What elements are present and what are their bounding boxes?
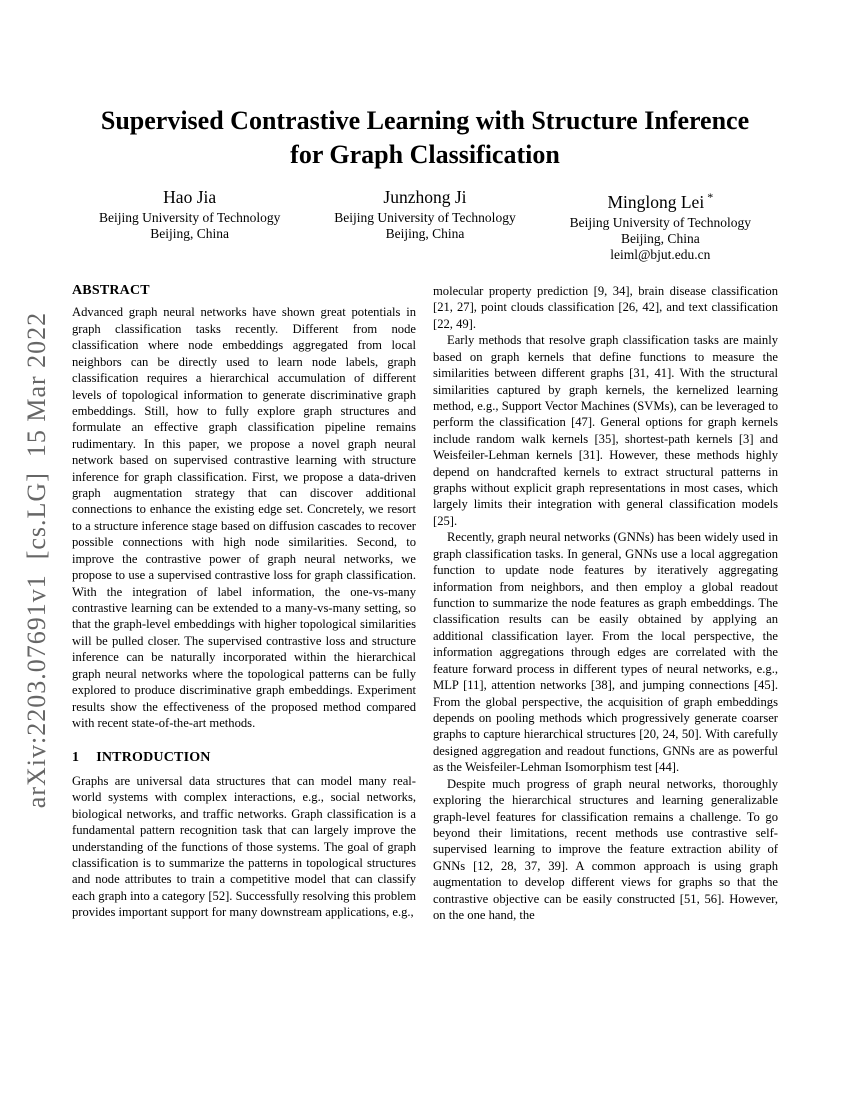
author-name xyxy=(307,187,542,208)
section-title: INTRODUCTION xyxy=(96,750,211,766)
author-city: Beijing, China xyxy=(620,230,700,246)
section-number: 1 xyxy=(72,750,80,766)
author-name xyxy=(72,187,307,208)
author-name-text: Junzhong Ji xyxy=(383,187,467,207)
author-affiliation: Beijing University of Technology xyxy=(569,214,752,230)
author-name-text: Hao Jia xyxy=(163,187,217,207)
arxiv-watermark: arXiv:2203.07691v1 [cs.LG] 15 Mar 2022 xyxy=(22,311,51,809)
intro-paragraph-2: Early methods that resolve graph classification tasks are mainly based on graph kernels that define functions to measure the similarities between different graphs [31, 41]. With the structural similarities captured by graph kernels, the kernelized learning method, e.g., Support Vector Machines (SVMs), can be leveraged to perform the classification [47]. General options for graph kernels include random walk kernels [35], shortest-path kernels [3] and Weisfeiler-Lehman kernels [31]. However, these methods highly depend on handcrafted kernels to extract structural patterns in graphs without explicit graph representations in most cases, which largely limits their integration with general classification models [25]. xyxy=(433,333,778,528)
intro-paragraph-4: Despite much progress of graph neural networks, thoroughly exploring the hierarchical structures and learning generalizable graph-level features for classification remains a challenge. To go beyond their limitations, recent methods use contrastive self-supervised learning to improve the feature extraction ability of GNNs [12, 28, 37, 39]. A common approach is using graph augmentation to develop different views for graphs so that the contrastive objective can be easily constructed [51, 56]. However, on the one hand, the xyxy=(433,776,778,923)
author-block xyxy=(543,187,778,263)
abstract-heading: ABSTRACT xyxy=(72,283,150,298)
author-city: Beijing, China xyxy=(385,226,465,241)
author-affiliation: Beijing University of Technology xyxy=(334,210,516,225)
author-city: Beijing, China xyxy=(150,226,230,241)
intro-paragraph-1: Graphs are universal data structures that can model many real-world systems with complex interactions, e.g., social networks, biological networks, and traffic networks. Graph classification is a fundamental pattern recognition task that can largely improve the understanding of the functions of those systems. The goal of graph classification is to summarize the patterns in topological structures and node attributes to train a competitive model that can classify each graph into a category [52]. Successfully resolving this problem provides important support for many downstream applications, e.g., xyxy=(72,773,416,920)
intro-paragraph-1-continued: molecular property prediction [9, 34], brain disease classification [21, 27], point clouds classification [26, 42], and text classification [22, 49]. xyxy=(433,284,778,331)
author-name xyxy=(543,187,778,213)
paper-title: Supervised Contrastive Learning with Structure Inference for Graph Classification xyxy=(100,106,750,169)
left-column xyxy=(72,283,416,921)
intro-paragraph-3: Recently, graph neural networks (GNNs) has been widely used in graph classification tasks. In general, GNNs use a local aggregation function to update node features by iteratively aggregating information from neighbors, and then employ a global readout function to summarize the node features as graph embeddings. The classification results can be easily obtained by applying an additional classification layer. From the local perspective, the information aggregations through edges are correlated with the feature forward process in different types of neural networks, e.g., MLP [11], attention networks [38], and jumping connections [45]. From the global perspective, the acquisition of graph embeddings depends on pooling methods which progressively generate coarser graphs to capture hierarchical structures [20, 24, 50]. With carefully designed aggregation and readout functions, GNNs are as powerful as the Weisfeiler-Lehman Isomorphism test [44]. xyxy=(433,530,778,775)
author-block xyxy=(307,187,542,263)
authors-row xyxy=(72,187,778,263)
author-email: leiml@bjut.edu.cn xyxy=(610,246,711,262)
right-column xyxy=(433,283,778,923)
author-affiliation: Beijing University of Technology xyxy=(98,210,281,225)
author-footnote-mark: * xyxy=(707,190,714,204)
author-block xyxy=(72,187,307,263)
abstract-text: Advanced graph neural networks have shown great potentials in graph classification tasks recently. Different from node classification where node embeddings aggregated from local neighbors can be directly used to learn node labels, graph classification requires a hierarchical accumulation of different levels of topological information to generate discriminative graph embeddings. Still, how to fully explore graph structures and formulate an effective graph classification pipeline remains rudimentary. In this paper, we propose a novel graph neural network based on supervised contrastive learning with structure inference for graph classification. First, we propose a data-driven graph augmentation strategy that can discover additional connections to enhance the existing edge set. Concretely, we resort to a structure inference stage based on diffusion cascades to recover possible connections with high node similarities. Second, to improve the contrastive power of graph neural networks, we propose to use a supervised contrastive loss for graph classification. With the integration of label information, the one-vs-many contrastive learning can be extended to a many-vs-many setting, so that the graph-level embeddings with higher topological similarities will be pulled closer. The supervised contrastive loss and structure inference can be naturally incorporated within the hierarchical graph neural networks where the topological patterns can be fully explored to produce discriminative graph embeddings. Experiment results show the effectiveness of the proposed method compared with recent state-of-the-art methods. xyxy=(72,305,416,730)
section-heading-introduction xyxy=(72,750,416,766)
author-name-text: Minglong Lei xyxy=(607,191,705,212)
